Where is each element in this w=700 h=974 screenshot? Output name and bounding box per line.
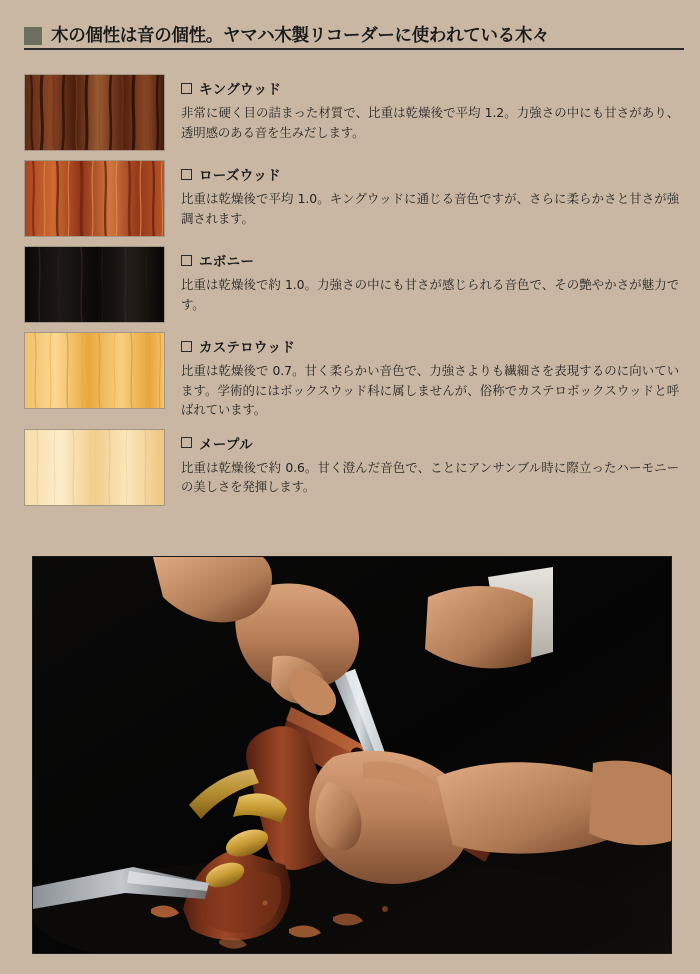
wood-swatch-maple xyxy=(24,429,165,506)
wood-name-row xyxy=(181,78,684,98)
wood-name-label: エボニー xyxy=(199,254,255,270)
rosewood-grain-icon xyxy=(25,161,165,237)
wood-name-label: ローズウッド xyxy=(199,168,281,184)
list-item xyxy=(24,74,684,151)
wood-name-row xyxy=(181,336,684,356)
craftsman-hands-carving-wooden-recorder-image xyxy=(33,557,671,953)
wood-description: 比重は乾燥後で約 0.6。甘く澄んだ音色で、ことにアンサンブル時に際立ったハーモニーの美しさを発揮します。 xyxy=(181,459,679,495)
page-title: 木の個性は音の個性。ヤマハ木製リコーダーに使われている木々 xyxy=(51,26,550,46)
wood-text xyxy=(181,246,684,314)
checkbox-icon xyxy=(181,169,192,180)
wood-text xyxy=(181,429,684,497)
wood-description: 比重は乾燥後で約 1.0。力強さの中にも甘さが感じられる音色で、その艶やかさが魅力です。 xyxy=(181,277,679,312)
checkbox-icon xyxy=(181,83,192,94)
wood-text xyxy=(181,74,684,142)
wood-name-row xyxy=(181,164,684,184)
wood-name-row xyxy=(181,433,684,453)
header-marker-icon xyxy=(24,27,42,45)
wood-swatch-kingwood xyxy=(24,74,165,151)
wood-text xyxy=(181,160,684,228)
page-header xyxy=(24,22,686,47)
wood-name-label: キングウッド xyxy=(199,82,282,98)
header-divider xyxy=(24,48,684,50)
kingwood-grain-icon xyxy=(25,75,165,151)
list-item xyxy=(24,246,684,323)
list-item xyxy=(24,332,684,420)
list-item xyxy=(24,429,684,506)
wood-swatch-rosewood xyxy=(24,160,165,237)
list-item xyxy=(24,160,684,237)
wood-text xyxy=(181,332,684,420)
wood-description: 比重は乾燥後で 0.7。甘く柔らかい音色で、力強さよりも繊細さを表現するのに向いています。学術的にはボックスウッド科に属しませんが、俗称でカステロボックスウッドと呼ばれています。 xyxy=(181,363,679,418)
wood-swatch-ebony xyxy=(24,246,165,323)
castellowood-grain-icon xyxy=(25,333,165,409)
checkbox-icon xyxy=(181,341,192,352)
wood-name-label: メープル xyxy=(199,436,253,453)
checkbox-icon xyxy=(181,437,192,448)
wood-list xyxy=(24,74,684,515)
wood-description: 比重は乾燥後で平均 1.0。キングウッドに通じる音色ですが、さらに柔らかさと甘さが強調されます。 xyxy=(181,191,679,226)
wood-name-row xyxy=(181,250,684,270)
wood-description: 非常に硬く目の詰まった材質で、比重は乾燥後で平均 1.2。力強さの中にも甘さがあり、透明感のある音を生みだします。 xyxy=(181,105,679,140)
maple-grain-icon xyxy=(25,430,165,506)
wood-name-label: カステロウッド xyxy=(199,340,296,356)
ebony-grain-icon xyxy=(25,247,165,323)
craftsman-photo xyxy=(32,556,672,954)
checkbox-icon xyxy=(181,255,192,266)
wood-swatch-castellowood xyxy=(24,332,165,409)
